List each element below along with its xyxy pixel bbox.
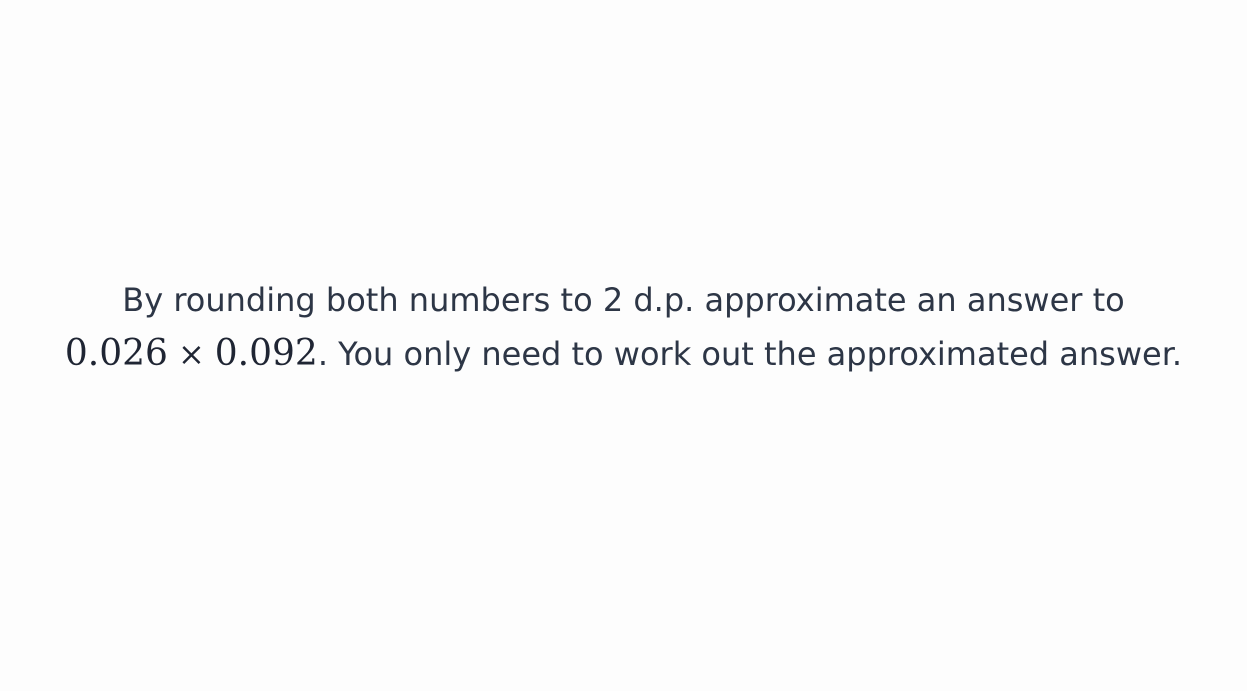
question-text [34,274,1214,381]
operand-a: 0.026 [64,333,168,374]
question-line-2: . You only need to work out the approximated answer. [317,335,1183,373]
question-line-1: By rounding both numbers to 2 d.p. approximate an answer to [122,281,1125,319]
operand-b: 0.092 [214,333,318,374]
multiply-operator: × [177,335,205,373]
